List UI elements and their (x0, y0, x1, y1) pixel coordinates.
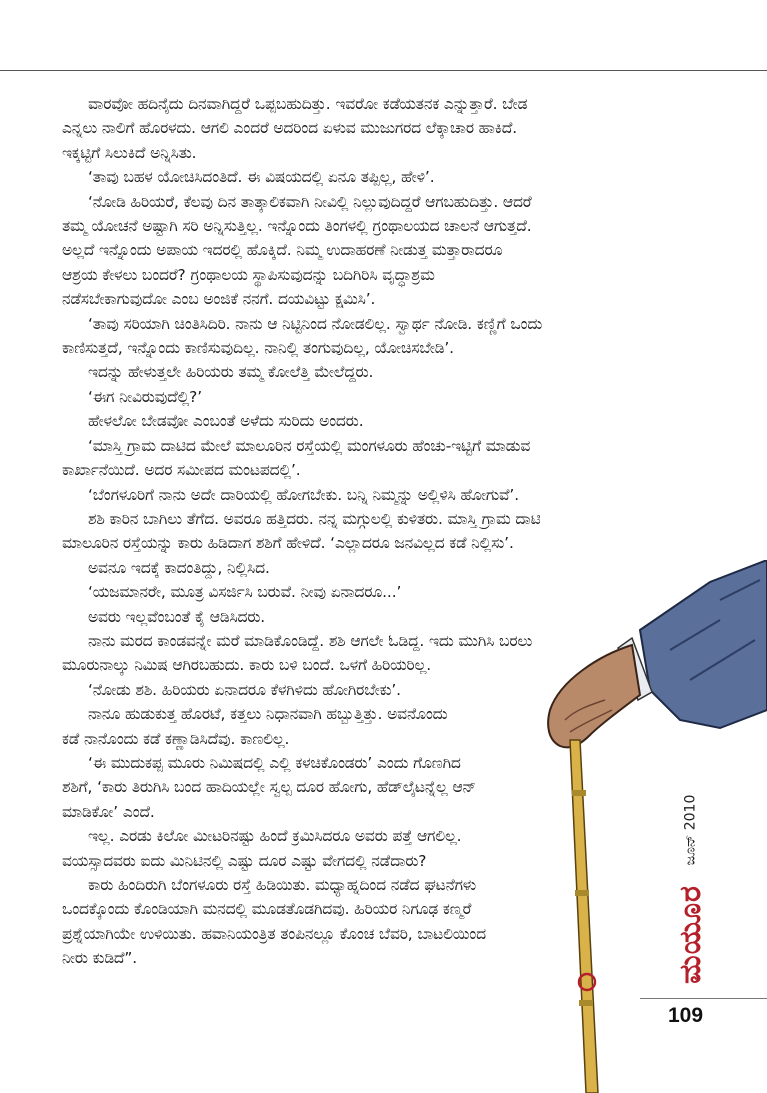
magazine-logo: ಮಯೂರ (672, 885, 708, 984)
paragraph: ಅವನೂ ಇದಕ್ಕೆ ಕಾದಂತಿದ್ದು, ನಿಲ್ಲಿಸಿದ. (88, 558, 270, 577)
paragraph: ನಾನು ಮರದ ಕಾಂಡವನ್ನೇ ಮರೆ ಮಾಡಿಕೊಂಡಿದ್ದೆ. ಶಶಿ ಆಗಲೇ ಓಡಿದ್ದ. ಇದು ಮುಗಿಸಿ ಬರಲು ಮೂರುನಾಲ್ಕು ನಿಮಿಷ ಆಗಿರಬಹುದು. ಕಾರು ಬಳಿ ಬಂದೆ. ಒಳಗೆ ಹಿರಿಯರಿಲ್ಲ. (62, 631, 533, 675)
paragraph: ‘ಈಗ ನೀವಿರುವುದೆಲ್ಲಿ?’ (88, 387, 203, 406)
paragraph: ‘ತಾವು ಬಹಳ ಯೋಚಿಸಿದಂತಿದೆ. ಈ ವಿಷಯದಲ್ಲಿ ಏನೂ ತಪ್ಪಿಲ್ಲ, ಹೇಳಿ’. (88, 168, 435, 187)
page-rule (640, 998, 767, 999)
paragraph: ಅವರು ಇಲ್ಲವೆಂಬಂತೆ ಕೈ ಆಡಿಸಿದರು. (88, 607, 266, 626)
paragraph: ಕಾರು ಹಿಂದಿರುಗಿ ಬೆಂಗಳೂರು ರಸ್ತೆ ಹಿಡಿಯಿತು. ಮಧ್ಯಾಹ್ನದಿಂದ ನಡೆದ ಘಟನೆಗಳು ಒಂದಕ್ಕೊಂದು ಕೊಂಡಿಯಾಗಿ ಮನದಲ್ಲಿ ಮೂಡತೊಡಗಿದವು. ಹಿರಿಯರ ನಿಗೂಢ ಕಣ್ಮರೆ ಪ್ರಶ್ನೆಯಾಗಿಯೇ ಉಳಿಯಿತು. ಹವಾನಿಯಂತ್ರಿತ ತಂಪಿನಲ್ಲೂ ಕೊಂಚ ಬೆವರಿ, ಬಾಟಲಿಯಿಂದ ನೀರು ಕುಡಿದೆ”. (62, 876, 486, 968)
paragraph: ‘ಮಾಸ್ತಿ ಗ್ರಾಮ ದಾಟಿದ ಮೇಲೆ ಮಾಲೂರಿನ ರಸ್ತೆಯಲ್ಲಿ ಮಂಗಳೂರು ಹೆಂಚು-ಇಟ್ಟಿಗೆ ಮಾಡುವ ಕಾರ್ಖಾನೆಯಿದೆ. ಅದರ ಸಮೀಪದ ಮಂಟಪದಲ್ಲಿ’. (62, 436, 531, 480)
paragraph: ‘ಯಜಮಾನರೇ, ಮೂತ್ರ ವಿಸರ್ಜಿಸಿ ಬರುವೆ. ನೀವು ಏನಾದರೂ...’ (88, 583, 402, 602)
paragraph: ‘ಈ ಮುದುಕಪ್ಪ ಮೂರು ನಿಮಿಷದಲ್ಲಿ ಎಲ್ಲಿ ಕಳಚಿಕೊಂಡರು’ ಎಂದು ಗೊಣಗಿದ ಶಶಿಗೆ, ‘ಕಾರು ತಿರುಗಿಸಿ ಬಂದ ಹಾದಿಯಲ್ಲೇ ಸ್ವಲ್ಪ ದೂರ ಹೋಗು, ಹೆಡ್‌ಲೈಟನ್ನೆಲ್ಲ ಆನ್ ಮಾಡಿಕೋ’ ಎಂದೆ. (62, 753, 476, 821)
paragraph: ‘ತಾವು ಸರಿಯಾಗಿ ಚಿಂತಿಸಿದಿರಿ. ನಾನು ಆ ನಿಟ್ಟಿನಿಂದ ನೋಡಲಿಲ್ಲ. ಸ್ವಾರ್ಥ ನೋಡಿ. ಕಣ್ಣಿಗೆ ಒಂದು ಕಾಣಿಸುತ್ತದೆ, ಇನ್ನೊಂದು ಕಾಣಿಸುವುದಿಲ್ಲ. ನಾನಿಲ್ಲಿ ತಂಗುವುದಿಲ್ಲ, ಯೋಚಿಸಬೇಡಿ’. (62, 314, 543, 358)
issue-date: ಜೂನ್ 2010 (682, 794, 698, 866)
paragraph: ಇಲ್ಲ. ಎರಡು ಕಿಲೋ ಮೀಟರಿನಷ್ಟು ಹಿಂದೆ ಕ್ರಮಿಸಿದರೂ ಅವರು ಪತ್ತೆ ಆಗಲಿಲ್ಲ. ವಯಸ್ಸಾದವರು ಐದು ಮಿನಿಟಿನಲ್ಲಿ ಎಷ್ಟು ದೂರ ಎಷ್ಟು ವೇಗದಲ್ಲಿ ನಡೆದಾರು? (62, 827, 462, 870)
paragraph: ‘ಬೆಂಗಳೂರಿಗೆ ನಾನು ಅದೇ ದಾರಿಯಲ್ಲಿ ಹೋಗಬೇಕು. ಬನ್ನಿ ನಿಮ್ಮನ್ನು ಅಲ್ಲಿಳಿಸಿ ಹೋಗುವೆ’. (88, 485, 520, 504)
hand-with-cane-illustration (520, 560, 767, 1093)
paragraph: ಇದನ್ನು ಹೇಳುತ್ತಲೇ ಹಿರಿಯರು ತಮ್ಮ ಕೋಲೆತ್ತಿ ಮೇಲೆದ್ದರು. (88, 363, 374, 382)
hand (548, 645, 640, 747)
paragraph: ಶಶಿ ಕಾರಿನ ಬಾಗಿಲು ತೆಗೆದ. ಅವರೂ ಹತ್ತಿದರು. ನನ್ನ ಮಗ್ಗುಲಲ್ಲಿ ಕುಳಿತರು. ಮಾಸ್ತಿ ಗ್ರಾಮ ದಾಟಿ ಮಾಲೂರಿನ ರಸ್ತೆಯನ್ನು ಕಾರು ಹಿಡಿದಾಗ ಶಶಿಗೆ ಹೇಳಿದೆ. ‘ಎಲ್ಲಾದರೂ ಜನವಿಲ್ಲದ ಕಡೆ ನಿಲ್ಲಿಸು’. (62, 509, 541, 553)
paragraph: ಹೇಳಲೋ ಬೇಡವೋ ಎಂಬಂತೆ ಅಳೆದು ಸುರಿದು ಅಂದರು. (88, 412, 364, 431)
page-number: 109 (668, 1004, 704, 1027)
top-rule (0, 70, 767, 71)
paragraph: ನಾನೂ ಹುಡುಕುತ್ತ ಹೊರಟೆ, ಕತ್ತಲು ನಿಧಾನವಾಗಿ ಹಬ್ಬುತ್ತಿತ್ತು. ಅವನೊಂದು ಕಡೆ ನಾನೊಂದು ಕಡೆ ಕಣ್ಣಾಡಿಸಿದೆವು. ಕಾಣಲಿಲ್ಲ. (62, 705, 448, 748)
paragraph: ‘ನೋಡು ಶಶಿ. ಹಿರಿಯರು ಏನಾದರೂ ಕೆಳಗಿಳಿದು ಹೋಗಿರಬೇಕು’. (88, 680, 401, 699)
paragraph: ‘ನೋಡಿ ಹಿರಿಯರೆ, ಕೆಲವು ದಿನ ತಾತ್ಕಾಲಿಕವಾಗಿ ನೀವಿಲ್ಲಿ ನಿಲ್ಲುವುದಿದ್ದರೆ ಆಗಬಹುದಿತ್ತು. ಆದರೆ ತಮ್ಮ ಯೋಚನೆ ಅಷ್ಟಾಗಿ ಸರಿ ಅನ್ನಿಸುತ್ತಿಲ್ಲ. ಇನ್ನೊಂದು ತಿಂಗಳಲ್ಲಿ ಗ್ರಂಥಾಲಯದ ಚಾಲನೆ ಆಗುತ್ತದೆ. ಅಲ್ಲದೆ ಇನ್ನೊಂದು ಅಪಾಯ ಇದರಲ್ಲಿ ಹೊಕ್ಕಿದೆ. ನಿಮ್ಮ ಉದಾಹರಣೆ ನೀಡುತ್ತ ಮತ್ತಾರಾದರೂ ಆಶ್ರಯ ಕೇಳಲು ಬಂದರೆ? ಗ್ರಂಥಾಲಯ ಸ್ಥಾಪಿಸುವುದನ್ನು ಬದಿಗಿರಿಸಿ ವೃದ್ಧಾಶ್ರಮ ನಡೆಸಬೇಕಾಗುವುದೋ ಎಂಬ ಅಂಜಿಕೆ ನನಗೆ. ದಯವಿಟ್ಟು ಕ್ಷಮಿಸಿ’. (62, 192, 532, 309)
paragraph: ವಾರವೋ ಹದಿನೈದು ದಿನವಾಗಿದ್ದರೆ ಒಪ್ಪಬಹುದಿತ್ತು. ಇವರೋ ಕಡೆಯತನಕ ಎನ್ನುತ್ತಾರೆ. ಬೇಡ ಎನ್ನಲು ನಾಲಿಗೆ ಹೊರಳದು. ಆಗಲಿ ಎಂದರೆ ಅದರಿಂದ ಏಳುವ ಮುಜುಗರದ ಲೆಕ್ಕಾಚಾರ ಹಾಕಿದೆ. ಇಕ್ಕಟ್ಟಿಗೆ ಸಿಲುಕಿದೆ ಅನ್ನಿಸಿತು. (62, 95, 528, 162)
